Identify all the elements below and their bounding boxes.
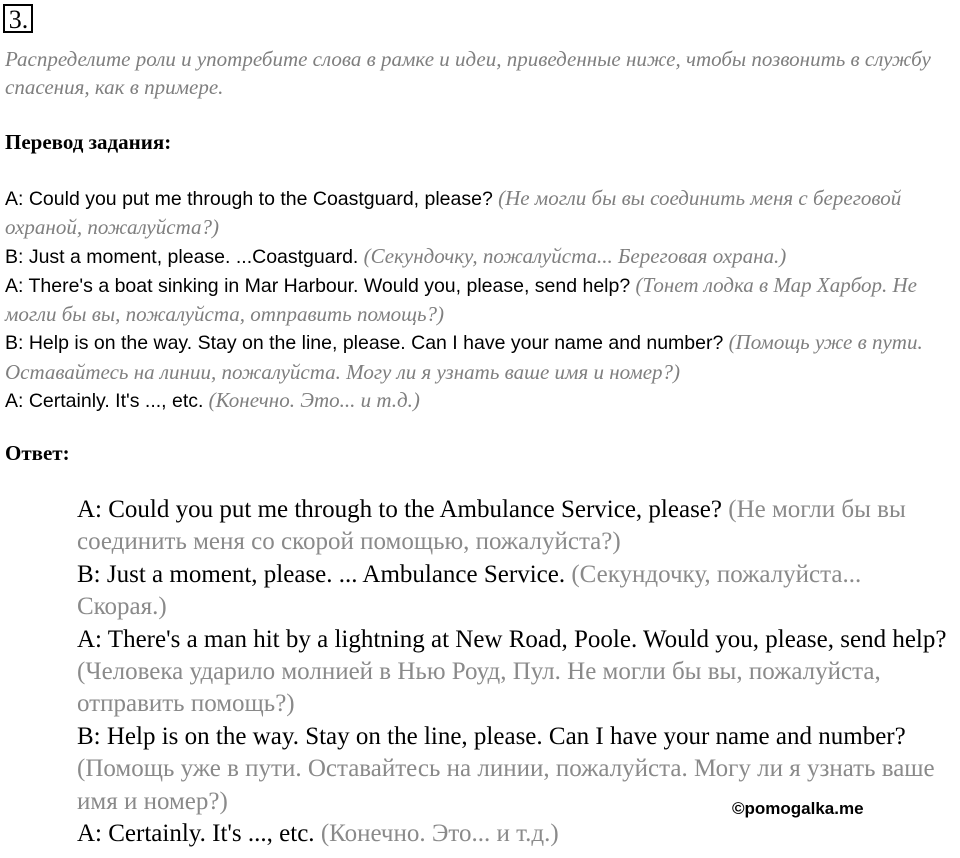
translation-line (5, 328, 950, 386)
english-phrase: A: Could you put me through to the Coastguard, please? (5, 188, 493, 210)
english-phrase: A: Certainly. It's ..., etc. (77, 820, 315, 848)
russian-translation: (Помощь уже в пути. Оставайтесь на линии, пожалуйста. Могу ли я узнать ваше имя и номер?) (5, 330, 923, 384)
answer-line (77, 559, 957, 624)
english-phrase: A: There's a man hit by a lightning at New Road, Poole. Would you, please, send help? (77, 625, 947, 653)
russian-translation: (Конечно. Это... и т.д.) (208, 388, 420, 413)
english-phrase: B: Just a moment, please. ...Coastguard. (5, 245, 359, 268)
translation-line (5, 242, 950, 271)
answer-line (77, 494, 957, 559)
translation-heading: Перевод задания: (5, 130, 172, 154)
translation-line (5, 386, 950, 415)
russian-translation: (Тонет лодка в Мар Харбор. Не могли бы вы, пожалуйста, отправить помощь?) (5, 272, 917, 327)
english-phrase: B: Help is on the way. Stay on the line, please. Can I have your name and number? (5, 332, 724, 355)
english-phrase: B: Just a moment, please. ... Ambulance Service. (77, 560, 566, 588)
answer-line (77, 624, 957, 721)
answer-heading: Ответ: (5, 441, 70, 465)
translation-dialogue (5, 184, 950, 415)
russian-translation: (Не могли бы вы соединить меня с береговой охраной, пожалуйста?) (5, 186, 902, 240)
russian-translation: (Не могли бы вы соединить меня со скорой помощью, пожалуйста?) (77, 496, 906, 556)
english-phrase: A: Certainly. It's ..., etc. (5, 390, 204, 413)
russian-translation: (Секундочку, пожалуйста... Береговая охрана.) (363, 243, 787, 268)
english-phrase: B: Help is on the way. Stay on the line, please. Can I have your name and number? (77, 722, 906, 750)
russian-translation: (Секундочку, пожалуйста... Скорая.) (77, 560, 862, 621)
english-phrase: A: Could you put me through to the Ambulance Service, please? (77, 496, 722, 523)
russian-translation: (Человека ударило молнией в Нью Роуд, Пул. Не могли бы вы, пожалуйста, отправить помощь?) (77, 658, 881, 718)
russian-translation: (Помощь уже в пути. Оставайтесь на линии, пожалуйста. Могу ли я узнать ваше имя и номер?) (77, 755, 935, 815)
task-number: 3. (3, 4, 33, 33)
translation-line (5, 271, 950, 329)
russian-translation: (Конечно. Это... и т.д.) (320, 820, 559, 848)
english-phrase: A: There's a boat sinking in Mar Harbour. Would you, please, send help? (5, 274, 631, 297)
task-instruction: Распределите роли и употребите слова в рамке и идеи, приведенные ниже, чтобы позвонить в службу спасения, как в примере. (5, 47, 931, 99)
translation-line (5, 184, 950, 242)
answer-dialogue (77, 494, 957, 850)
watermark: ©pomogalka.me (728, 798, 868, 820)
answer-line (77, 818, 957, 850)
